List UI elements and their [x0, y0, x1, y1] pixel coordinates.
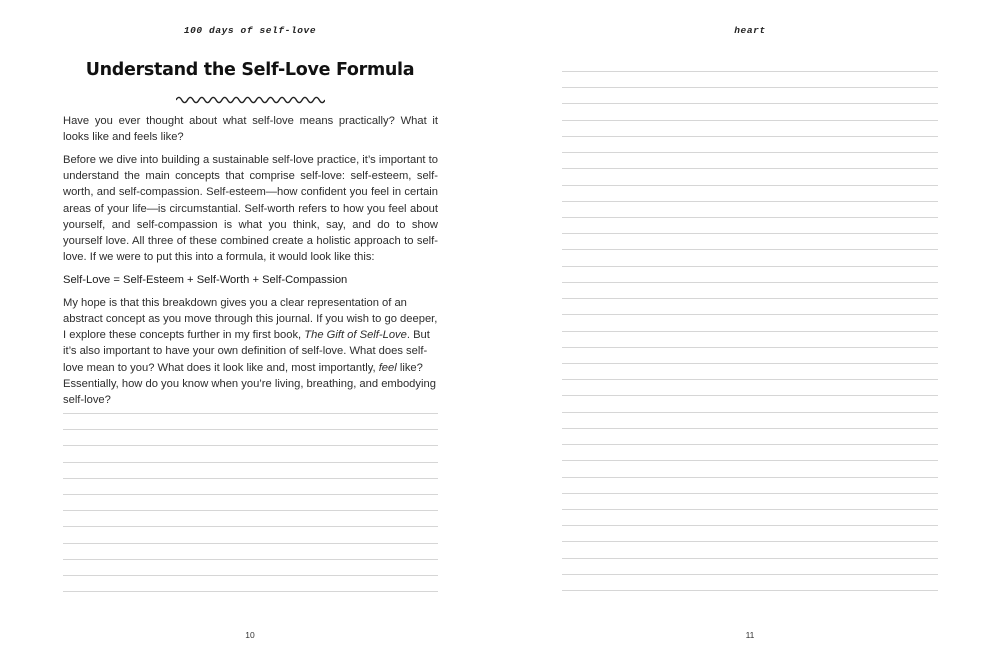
writing-line[interactable] — [562, 152, 938, 153]
running-head-right: heart — [734, 25, 766, 36]
writing-line[interactable] — [562, 493, 938, 494]
writing-line[interactable] — [63, 413, 438, 414]
writing-line[interactable] — [562, 525, 938, 526]
writing-line[interactable] — [562, 282, 938, 283]
writing-line[interactable] — [562, 509, 938, 510]
writing-line[interactable] — [562, 120, 938, 121]
writing-line[interactable] — [562, 168, 938, 169]
wavy-divider-icon — [176, 94, 325, 106]
writing-line[interactable] — [562, 590, 938, 591]
writing-line[interactable] — [562, 314, 938, 315]
writing-line[interactable] — [63, 575, 438, 576]
closing-text-3: like? Essentially, how do you know when you’re living, breathing, and embodying self-love? — [63, 361, 436, 407]
running-head-left: 100 days of self-love — [183, 25, 317, 36]
writing-line[interactable] — [63, 445, 438, 446]
writing-line[interactable] — [562, 103, 938, 104]
writing-line[interactable] — [562, 477, 938, 478]
page-number-left: 10 — [245, 630, 255, 640]
writing-line[interactable] — [562, 395, 938, 396]
writing-line[interactable] — [562, 379, 938, 380]
writing-line[interactable] — [562, 87, 938, 88]
writing-line[interactable] — [562, 444, 938, 445]
intro-paragraph: Have you ever thought about what self-love means practically? What it looks like and feels like? — [63, 115, 438, 144]
writing-line[interactable] — [562, 574, 938, 575]
writing-line[interactable] — [562, 266, 938, 267]
writing-line[interactable] — [562, 558, 938, 559]
writing-line[interactable] — [63, 510, 438, 511]
writing-line[interactable] — [562, 136, 938, 137]
writing-line[interactable] — [63, 462, 438, 463]
writing-line[interactable] — [562, 347, 938, 348]
writing-line[interactable] — [63, 494, 438, 495]
writing-line[interactable] — [63, 478, 438, 479]
writing-line[interactable] — [562, 217, 938, 218]
writing-line[interactable] — [562, 428, 938, 429]
closing-paragraph — [63, 295, 438, 408]
writing-line[interactable] — [63, 429, 438, 430]
writing-line[interactable] — [562, 363, 938, 364]
writing-line[interactable] — [562, 233, 938, 234]
writing-line[interactable] — [562, 541, 938, 542]
writing-line[interactable] — [562, 298, 938, 299]
page-title: Understand the Self-Love Formula — [85, 60, 415, 80]
writing-line[interactable] — [63, 526, 438, 527]
page-number-right: 11 — [745, 630, 755, 640]
writing-line[interactable] — [562, 460, 938, 461]
writing-line[interactable] — [562, 331, 938, 332]
writing-line[interactable] — [562, 185, 938, 186]
closing-text-1: My hope is that this breakdown gives you a clear representation of an abstract concept as you move through this journal. If you wish to go deeper, I explore these concepts further in my first book, — [63, 296, 438, 342]
writing-line[interactable] — [562, 71, 938, 72]
writing-line[interactable] — [63, 559, 438, 560]
body-text — [63, 113, 438, 415]
right-page — [500, 0, 1000, 667]
emphasis-word: feel — [378, 361, 397, 374]
closing-text-2: . But it’s also important to have your own definition of self-love. What does self-love mean to you? What does it look like and, most importantly, — [63, 329, 430, 374]
book-title: The Gift of Self-Love — [304, 329, 407, 342]
writing-line[interactable] — [562, 249, 938, 250]
writing-line[interactable] — [562, 412, 938, 413]
writing-line[interactable] — [63, 591, 438, 592]
writing-line[interactable] — [562, 201, 938, 202]
formula-line: Self-Love = Self-Esteem + Self-Worth + Self-Compassion — [63, 274, 348, 287]
concepts-paragraph: Before we dive into building a sustainable self-love practice, it’s important to understand the main concepts that comprise self-love: self-esteem, self-worth, and self-compassion. Self-esteem—how confident you feel in certain areas of your life—is circumstantial. Self-worth refers to how you feel about yourself, and self-compassion is what you think, say, and do to show yourself love. All three of these combined create a holistic approach to self-love. If we were to put this into a formula, it would look like this: — [63, 154, 438, 264]
writing-line[interactable] — [63, 543, 438, 544]
